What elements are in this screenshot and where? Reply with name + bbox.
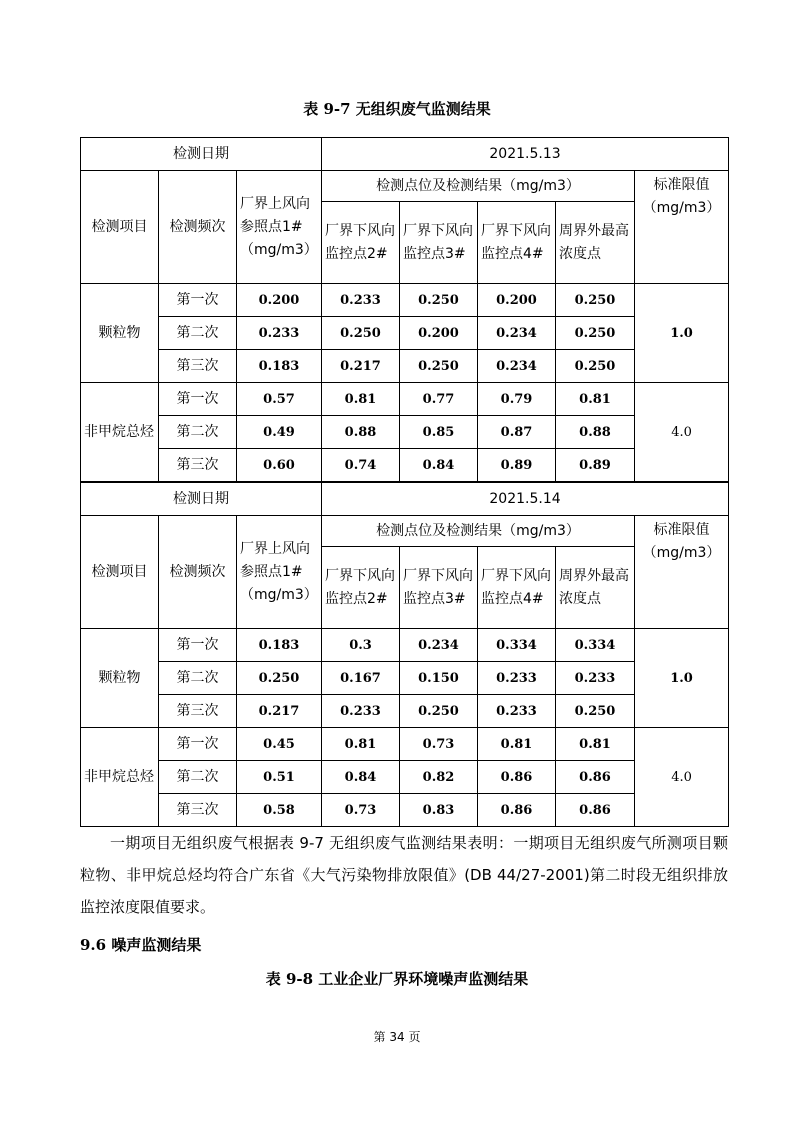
frequency-cell: 第三次 [159,449,237,482]
result-value-cell: 0.77 [400,383,478,416]
frequency-cell: 第一次 [159,728,237,761]
result-value-cell: 0.81 [556,728,635,761]
date-label: 检测日期 [81,138,322,171]
reference-point-header: 厂界上风向参照点1#（mg/m3） [237,516,322,629]
result-value-cell: 0.85 [400,416,478,449]
next-table-title: 表 9-8 工业企业厂界环境噪声监测结果 [265,970,529,988]
result-value-cell: 0.88 [322,416,400,449]
result-value-cell: 0.81 [322,383,400,416]
result-value-cell: 0.250 [400,350,478,383]
frequency-cell: 第二次 [159,761,237,794]
result-value-cell: 0.200 [478,284,556,317]
result-value-cell: 0.150 [400,662,478,695]
result-value-cell: 0.81 [322,728,400,761]
result-value-cell: 0.51 [237,761,322,794]
result-value-cell: 0.83 [400,794,478,827]
section-heading: 9.6 噪声监测结果 [80,936,202,954]
result-value-cell: 0.87 [478,416,556,449]
frequency-cell: 第一次 [159,284,237,317]
result-value-cell: 0.45 [237,728,322,761]
result-value-cell: 0.334 [556,629,635,662]
result-value-cell: 0.250 [400,695,478,728]
monitoring-point-header-2: 厂界下风向监控点2# [322,202,400,284]
result-value-cell: 0.233 [556,662,635,695]
result-value-cell: 0.82 [400,761,478,794]
result-value-cell: 0.89 [556,449,635,482]
result-value-cell: 0.234 [478,350,556,383]
result-value-cell: 0.57 [237,383,322,416]
result-value-cell: 0.58 [237,794,322,827]
monitoring-point-header-3: 厂界下风向监控点3# [400,547,478,629]
result-value-cell: 0.86 [556,794,635,827]
frequency-cell: 第三次 [159,695,237,728]
frequency-cell: 第一次 [159,383,237,416]
result-value-cell: 0.250 [400,284,478,317]
result-value-cell: 0.250 [556,317,635,350]
monitoring-point-header-4: 厂界下风向监控点4# [478,202,556,284]
frequency-cell: 第二次 [159,662,237,695]
standard-limit-value: 4.0 [635,728,729,827]
result-value-cell: 0.233 [237,317,322,350]
result-value-cell: 0.217 [237,695,322,728]
monitoring-point-header-4: 厂界下风向监控点4# [478,547,556,629]
date-value: 2021.5.13 [322,138,729,171]
result-value-cell: 0.81 [556,383,635,416]
date-value: 2021.5.14 [322,483,729,516]
result-value-cell: 0.234 [478,317,556,350]
page-footer: 第 34 页 [373,1030,421,1044]
result-value-cell: 0.81 [478,728,556,761]
result-value-cell: 0.250 [556,350,635,383]
monitoring-table-block-2 [80,482,729,827]
result-value-cell: 0.183 [237,629,322,662]
result-value-cell: 0.86 [478,794,556,827]
result-value-cell: 0.250 [556,284,635,317]
monitoring-point-header-2: 厂界下风向监控点2# [322,547,400,629]
result-value-cell: 0.73 [400,728,478,761]
frequency-cell: 第三次 [159,350,237,383]
frequency-cell: 第一次 [159,629,237,662]
result-value-cell: 0.86 [478,761,556,794]
result-value-cell: 0.88 [556,416,635,449]
result-value-cell: 0.334 [478,629,556,662]
table-title: 表 9-7 无组织废气监测结果 [303,100,491,118]
result-value-cell: 0.200 [237,284,322,317]
result-value-cell: 0.3 [322,629,400,662]
monitoring-point-header-3: 厂界下风向监控点3# [400,202,478,284]
item-header: 检测项目 [81,171,159,284]
frequency-cell: 第二次 [159,317,237,350]
standard-limit-header: 标准限值（mg/m3） [635,516,729,629]
standard-limit-value: 4.0 [635,383,729,482]
result-value-cell: 0.86 [556,761,635,794]
result-value-cell: 0.234 [400,629,478,662]
result-value-cell: 0.79 [478,383,556,416]
result-value-cell: 0.49 [237,416,322,449]
result-value-cell: 0.84 [400,449,478,482]
result-value-cell: 0.233 [322,695,400,728]
result-value-cell: 0.250 [556,695,635,728]
standard-limit-header: 标准限值（mg/m3） [635,171,729,284]
result-value-cell: 0.250 [237,662,322,695]
conclusion-paragraph: 一期项目无组织废气根据表 9-7 无组织废气监测结果表明：一期项目无组织废气所测项目颗粒物、非甲烷总烃均符合广东省《大气污染物排放限值》(DB 44/27-2001)第二时段无组织排放监控浓度限值要求。 [80,834,728,916]
result-value-cell: 0.89 [478,449,556,482]
result-value-cell: 0.73 [322,794,400,827]
item-header: 检测项目 [81,516,159,629]
result-value-cell: 0.84 [322,761,400,794]
monitoring-point-header-5: 周界外最高浓度点 [556,547,635,629]
result-value-cell: 0.200 [400,317,478,350]
result-value-cell: 0.217 [322,350,400,383]
frequency-header: 检测频次 [159,516,237,629]
frequency-cell: 第三次 [159,794,237,827]
monitoring-table-block-1 [80,137,729,482]
result-value-cell: 0.233 [478,695,556,728]
frequency-cell: 第二次 [159,416,237,449]
item-name: 非甲烷总烃 [81,383,159,482]
date-label: 检测日期 [81,483,322,516]
result-value-cell: 0.233 [478,662,556,695]
item-name: 颗粒物 [81,629,159,728]
standard-limit-value: 1.0 [635,629,729,728]
result-value-cell: 0.74 [322,449,400,482]
item-name: 非甲烷总烃 [81,728,159,827]
result-value-cell: 0.233 [322,284,400,317]
standard-limit-value: 1.0 [635,284,729,383]
result-value-cell: 0.183 [237,350,322,383]
frequency-header: 检测频次 [159,171,237,284]
result-value-cell: 0.167 [322,662,400,695]
result-value-cell: 0.60 [237,449,322,482]
item-name: 颗粒物 [81,284,159,383]
reference-point-header: 厂界上风向参照点1#（mg/m3） [237,171,322,284]
results-header: 检测点位及检测结果（mg/m3） [322,171,635,202]
results-header: 检测点位及检测结果（mg/m3） [322,516,635,547]
result-value-cell: 0.250 [322,317,400,350]
monitoring-point-header-5: 周界外最高浓度点 [556,202,635,284]
